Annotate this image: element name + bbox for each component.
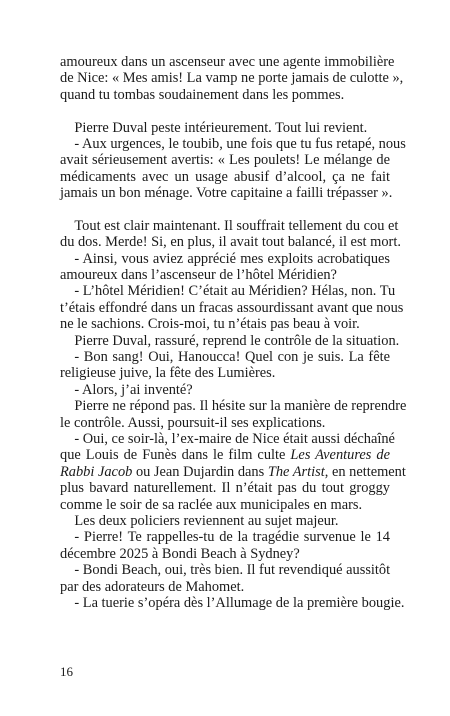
paragraph-gap	[60, 202, 390, 218]
line-text: quand tu tombas soudainement dans les pommes.	[60, 86, 345, 103]
line-text: - Pierre! Te rappelles-tu de la tragédie survenue le 14	[60, 529, 390, 546]
text-line	[60, 480, 390, 496]
line-text: - La tuerie s’opéra dès l’Allumage de la première bougie.	[60, 594, 405, 611]
text-line	[60, 217, 399, 234]
line-text: décembre 2025 à Bondi Beach à Sydney?	[60, 545, 300, 562]
line-text: médicaments avec un usage abusif d’alcool, ça ne fait	[60, 168, 390, 185]
line-text: - Aux urgences, le toubib, une fois que tu fus retapé, nous	[60, 135, 406, 152]
text-line	[60, 283, 396, 300]
page-number: 16	[60, 664, 73, 679]
text-line	[60, 430, 395, 447]
line-text: - Ainsi, vous aviez apprécié mes exploits acrobatiques	[60, 250, 390, 267]
text-line	[60, 332, 400, 349]
line-text: - Alors, j’ai inventé?	[60, 381, 193, 398]
text-line	[60, 579, 390, 595]
line-text: , en nettement	[324, 463, 406, 480]
line-text: ou Jean Dujardin dans	[132, 463, 268, 480]
line-text: que Louis de Funès dans le film culte	[60, 447, 291, 464]
italic-title: Les Aventures de	[290, 447, 390, 464]
line-text: comme le soir de sa raclée aux municipales en mars.	[60, 496, 363, 513]
line-text: amoureux dans un ascenseur avec une agente immobilière	[60, 54, 395, 70]
line-text: avait sérieusement avertis: « Les poulets! Le mélange de	[60, 152, 390, 169]
italic-title: The Artist	[267, 463, 325, 480]
text-line	[60, 135, 406, 152]
line-text: t’étais effondré dans un fracas assourdissant avant que nous	[60, 299, 404, 316]
text-line	[60, 382, 390, 398]
text-line	[60, 169, 390, 185]
line-text: jamais un bon ménage. Votre capitaine a failli trépasser ».	[60, 185, 393, 202]
text-line	[60, 398, 407, 415]
line-text: par des adorateurs de Mahomet.	[60, 578, 245, 595]
text-line	[60, 562, 390, 578]
text-line	[60, 497, 390, 513]
line-text: Pierre Duval, rassuré, reprend le contrôle de la situation.	[60, 332, 400, 349]
line-text: Tout est clair maintenant. Il souffrait tellement du cou et	[60, 217, 399, 234]
line-text: plus bavard naturellement. Il n’était pas du tout groggy	[60, 480, 390, 497]
line-text: - Bon sang! Oui, Hanoucca! Quel con je suis. La fête	[60, 349, 390, 366]
text-line	[60, 120, 390, 136]
page-text	[60, 54, 407, 611]
line-text: ne le sachions. Crois-moi, tu n’étais pas beau à voir.	[60, 316, 360, 333]
line-text: - Bondi Beach, oui, très bien. Il fut revendiqué aussitôt	[60, 562, 391, 579]
text-line	[60, 349, 390, 365]
line-text: religieuse juive, la fête des Lumières.	[60, 365, 276, 382]
line-text: de Nice: « Mes amis! La vamp ne porte jamais de culotte »,	[60, 70, 404, 87]
text-line	[60, 185, 393, 202]
line-text: Pierre Duval peste intérieurement. Tout lui revient.	[60, 119, 368, 136]
line-text: du dos. Merde! Si, en plus, il avait tout balancé, il est mort.	[60, 234, 401, 251]
text-line	[60, 365, 390, 381]
text-line	[60, 546, 390, 562]
line-text: Les deux policiers reviennent au sujet majeur.	[60, 512, 339, 529]
text-line	[60, 267, 390, 283]
text-line	[60, 529, 390, 545]
text-line	[60, 594, 405, 611]
italic-title: Rabbi Jacob	[60, 463, 133, 480]
line-text: - Oui, ce soir-là, l’ex-maire de Nice était aussi déchaîné	[60, 430, 395, 447]
text-line	[60, 415, 390, 431]
text-line	[60, 87, 390, 103]
line-text: Pierre ne répond pas. Il hésite sur la manière de reprendre	[60, 398, 407, 415]
text-line	[60, 152, 390, 168]
line-text: le contrôle. Aussi, poursuit-il ses explications.	[60, 414, 326, 431]
text-line	[60, 54, 395, 70]
line-text: - L’hôtel Méridien! C’était au Méridien? Hélas, non. Tu	[60, 283, 396, 300]
text-line	[60, 513, 390, 529]
text-line	[60, 299, 404, 316]
text-line	[60, 251, 390, 267]
line-text: amoureux dans l’ascenseur de l’hôtel Méridien?	[60, 267, 337, 284]
paragraph-gap	[60, 103, 390, 119]
text-line	[60, 463, 406, 480]
text-line	[60, 70, 404, 87]
text-line	[60, 234, 401, 251]
text-line	[60, 316, 390, 332]
text-line	[60, 447, 390, 463]
